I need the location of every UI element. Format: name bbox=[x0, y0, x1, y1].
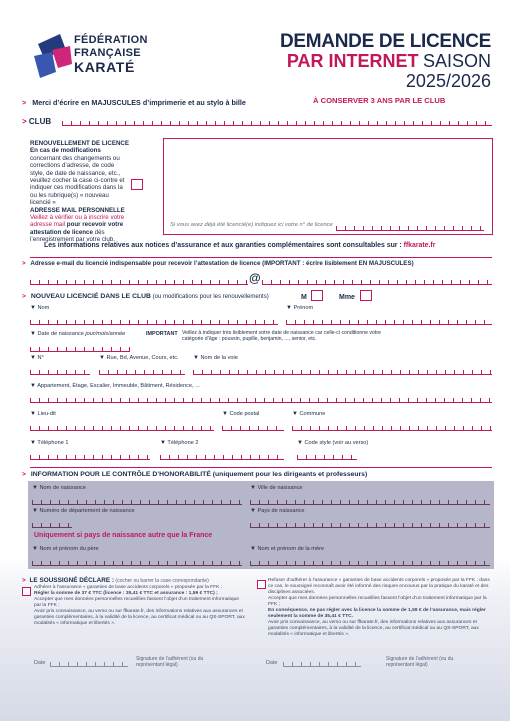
mme-label: Mme bbox=[339, 294, 355, 301]
license-number-field[interactable] bbox=[336, 219, 484, 231]
date-label-left: Date bbox=[34, 660, 46, 666]
email-text-bold: pour recevoir votre attestation de licence bbox=[30, 221, 124, 236]
address2-field[interactable] bbox=[30, 391, 492, 403]
honor-title: INFORMATION POUR LE CONTRÔLE D’HONORABILITÉ (uniquement pour les dirigeants et professeurs) bbox=[30, 471, 368, 478]
honor-top-rule bbox=[30, 467, 492, 468]
ffk-logo-icon bbox=[30, 30, 76, 80]
declaration-right-item: Refuser d’adhérer à l’assurance « garanties de base accidents corporels » proposée par la FFK ; dans ce cas, le soussigné reconnaît avoir été informé des risques encourus par la pratique du karaté et des disciplines associées. bbox=[268, 578, 490, 595]
org-line1: FÉDÉRATION bbox=[74, 34, 148, 46]
birth-dept-field[interactable] bbox=[32, 516, 72, 528]
street-type-field[interactable] bbox=[99, 363, 185, 375]
email-text-red: Veillez à vérifier ou à inscrire votre adresse mail bbox=[30, 214, 125, 229]
street-name-field[interactable] bbox=[193, 363, 492, 375]
lieu-dit-label: ▼ Lieu-dit bbox=[30, 411, 56, 417]
renewal-title: RENOUVELLEMENT DE LICENCE bbox=[30, 140, 130, 147]
m-checkbox[interactable] bbox=[311, 290, 323, 301]
prenom-label: ▼ Prénom bbox=[286, 305, 314, 311]
foreign-note: Uniquement si pays de naissance autre que la France bbox=[34, 532, 213, 539]
insurance-notice-row bbox=[44, 242, 435, 249]
phone1-field[interactable] bbox=[30, 448, 150, 460]
date-label-right: Date bbox=[266, 660, 278, 666]
email-top-rule bbox=[30, 257, 492, 258]
important-label: IMPORTANT bbox=[146, 331, 178, 337]
declaration-left-item: Accepter que mes données personnelles recueillies fassent l’objet d’un traitement informatique par la FFK ; bbox=[34, 597, 239, 608]
arrow-icon: > bbox=[22, 117, 27, 126]
arrow-icon: > bbox=[22, 471, 26, 478]
title-line2b: SAISON bbox=[422, 51, 491, 71]
birth-dept-label: ▼ Numéro de département de naissance bbox=[32, 508, 135, 514]
club-field[interactable] bbox=[62, 114, 492, 126]
declaration-right-checkbox[interactable] bbox=[257, 580, 266, 589]
phone2-label: ▼ Téléphone 2 bbox=[160, 440, 199, 446]
arrow-icon: > bbox=[22, 577, 26, 584]
new-member-row bbox=[22, 293, 269, 300]
nom-field[interactable] bbox=[30, 313, 278, 325]
email-domain-field[interactable] bbox=[262, 273, 492, 285]
email-section-row bbox=[22, 260, 414, 267]
street-name-label: ▼ Nom de la voie bbox=[193, 355, 238, 361]
prenom-field[interactable] bbox=[286, 313, 492, 325]
declaration-left-checkbox[interactable] bbox=[22, 587, 31, 596]
renewal-checkbox[interactable] bbox=[131, 179, 143, 190]
birth-name-field[interactable] bbox=[32, 493, 242, 505]
arrow-icon: > bbox=[22, 98, 27, 107]
email-local-field[interactable] bbox=[30, 273, 248, 285]
mme-checkbox[interactable] bbox=[360, 290, 372, 301]
declaration-right-item: Avoir pris connaissance, au verso ou sur ffkarate.fr, des informations relatives aux assurances et garanties complémentaires, à la validité de la licence, au certificat médical ou au QS-SPORT, aux modalités « informatique et libertés ». bbox=[268, 620, 479, 637]
renewal-text: concernant des changements ou corrections d’adresse, de code style, de date de naissance, etc., veuillez cocher la case ci-contre et indiquer ces modifications dans la ou les rubrique(s) « nouveau licencié » bbox=[30, 154, 125, 207]
title-line2 bbox=[235, 52, 491, 72]
declaration-right bbox=[268, 578, 492, 638]
mother-label: ▼ Nom et prénom de la mère bbox=[250, 546, 325, 552]
nom-label: ▼ Nom bbox=[30, 305, 50, 311]
declaration-title: LE SOUSSIGNÉ DÉCLARE : bbox=[29, 577, 115, 584]
keep-notice: À CONSERVER 3 ANS PAR LE CLUB bbox=[313, 96, 446, 105]
club-label-row bbox=[22, 117, 51, 126]
email-section-label: Adresse e-mail du licencié indispensable pour recevoir l’attestation de licence (IMPORTANT : écrire lisiblement EN MAJUSCULES) bbox=[30, 260, 414, 267]
declaration-right-item: En conséquence, ne pas régler avec la licence la somme de 1,59 € de l’assurance, mais régler seulement la somme de 35,41 € TTC. bbox=[268, 608, 486, 619]
phone2-field[interactable] bbox=[160, 448, 284, 460]
honor-row bbox=[22, 471, 367, 478]
declaration-left-item: Adhérer à l’assurance « garanties de base accidents corporels » proposée par la FFK ; bbox=[34, 585, 223, 590]
declaration-left bbox=[34, 585, 246, 627]
birth-city-label: ▼ Ville de naissance bbox=[250, 485, 303, 491]
instruction-text: Merci d’écrire en MAJUSCULES d’imprimerie et au stylo à bille bbox=[32, 98, 246, 107]
renewal-block bbox=[30, 140, 130, 244]
birth-city-field[interactable] bbox=[250, 493, 490, 505]
declaration-left-item: Avoir pris connaissance, au verso ou sur ffkarate.fr, des informations relatives aux assurances et garanties complémentaires, à la validité de la licence, au certificat médical ou au QS-SPORT, aux modalités « informatique et libertés ». bbox=[34, 609, 245, 626]
instruction-row bbox=[22, 98, 246, 107]
insurance-site-link[interactable]: ffkarate.fr bbox=[403, 242, 436, 249]
father-field[interactable] bbox=[32, 554, 242, 566]
license-hint: Si vous avez déjà été licencié(e) indiquez ici votre n° de licence bbox=[170, 222, 333, 228]
commune-field[interactable] bbox=[292, 419, 492, 431]
num-field[interactable] bbox=[30, 363, 90, 375]
lieu-dit-field[interactable] bbox=[30, 419, 214, 431]
birth-country-field[interactable] bbox=[250, 516, 490, 528]
title-line2a: PAR INTERNET bbox=[286, 51, 419, 71]
date-field-left[interactable] bbox=[50, 655, 128, 667]
birth-label: ▼ Date de naissance jour/mois/année bbox=[30, 331, 126, 337]
birth-note: Veillez à indiquer très lisiblement votre date de naissance car celle-ci conditionne votre catégorie d’âge : poussin, pupille, benjamin, ..., senior, etc. bbox=[182, 330, 381, 343]
date-field-right[interactable] bbox=[283, 655, 361, 667]
style-code-field[interactable] bbox=[297, 448, 357, 460]
title-line1: DEMANDE DE LICENCE bbox=[279, 31, 491, 52]
org-line3: KARATÉ bbox=[74, 59, 135, 75]
declaration-note: (cocher ou barrer la case correspondante) bbox=[114, 578, 209, 584]
new-member-title: NOUVEAU LICENCIÉ DANS LE CLUB bbox=[30, 293, 151, 300]
style-code-label: ▼ Code style (voir au verso) bbox=[297, 440, 369, 446]
phone1-label: ▼ Téléphone 1 bbox=[30, 440, 69, 446]
postal-code-label: ▼ Code postal bbox=[222, 411, 260, 417]
page-title bbox=[235, 32, 491, 90]
at-sign: @ bbox=[249, 271, 261, 285]
arrow-icon: > bbox=[22, 260, 26, 267]
insurance-notice: Les informations relatives aux notices d’assurance et aux garanties complémentaires sont consultables sur : bbox=[44, 242, 402, 249]
commune-label: ▼ Commune bbox=[292, 411, 326, 417]
declaration-row bbox=[22, 577, 209, 584]
declaration-right-item: Accepter que mes données personnelles recueillies fassent l’objet d’un traitement informatique par la FFK ; bbox=[268, 596, 487, 607]
title-line3: 2025/2026 bbox=[405, 71, 491, 91]
ffk-logo bbox=[30, 28, 210, 84]
renewal-text-bold: En cas de modifications bbox=[30, 147, 101, 155]
birth-country-label: ▼ Pays de naissance bbox=[250, 508, 305, 514]
org-line2: FRANÇAISE bbox=[74, 47, 141, 59]
m-label: M bbox=[301, 294, 307, 301]
email-text-end: dès l’enregistrement par votre club. bbox=[30, 228, 115, 244]
signature-label-left: Signature de l’adhérent (ou du représentant légal) bbox=[136, 656, 204, 668]
postal-code-field[interactable] bbox=[222, 419, 284, 431]
father-label: ▼ Nom et prénom du père bbox=[32, 546, 99, 552]
street-type-label: ▼ Rue, Bd, Avenue, Cours, etc. bbox=[99, 355, 179, 361]
mother-field[interactable] bbox=[250, 554, 490, 566]
email-title: ADRESSE MAIL PERSONNELLE bbox=[30, 206, 125, 214]
declaration-left-item: Régler la somme de 37 € TTC (licence : 35,41 € TTC et assurance : 1,59 € TTC) ; bbox=[34, 591, 218, 596]
new-member-note: (ou modifications pour les renouvellements) bbox=[150, 294, 269, 300]
club-label: CLUB bbox=[28, 117, 52, 126]
signature-label-right: Signature de l’adhérent (ou du représentant légal) bbox=[386, 656, 454, 668]
arrow-icon: > bbox=[22, 293, 26, 300]
address2-label: ▼ Appartement, Étage, Escalier, Immeuble, Bâtiment, Résidence, ... bbox=[30, 383, 200, 389]
birth-name-label: ▼ Nom de naissance bbox=[32, 485, 86, 491]
num-label: ▼ N° bbox=[30, 355, 44, 361]
birth-date-field[interactable] bbox=[30, 340, 130, 352]
